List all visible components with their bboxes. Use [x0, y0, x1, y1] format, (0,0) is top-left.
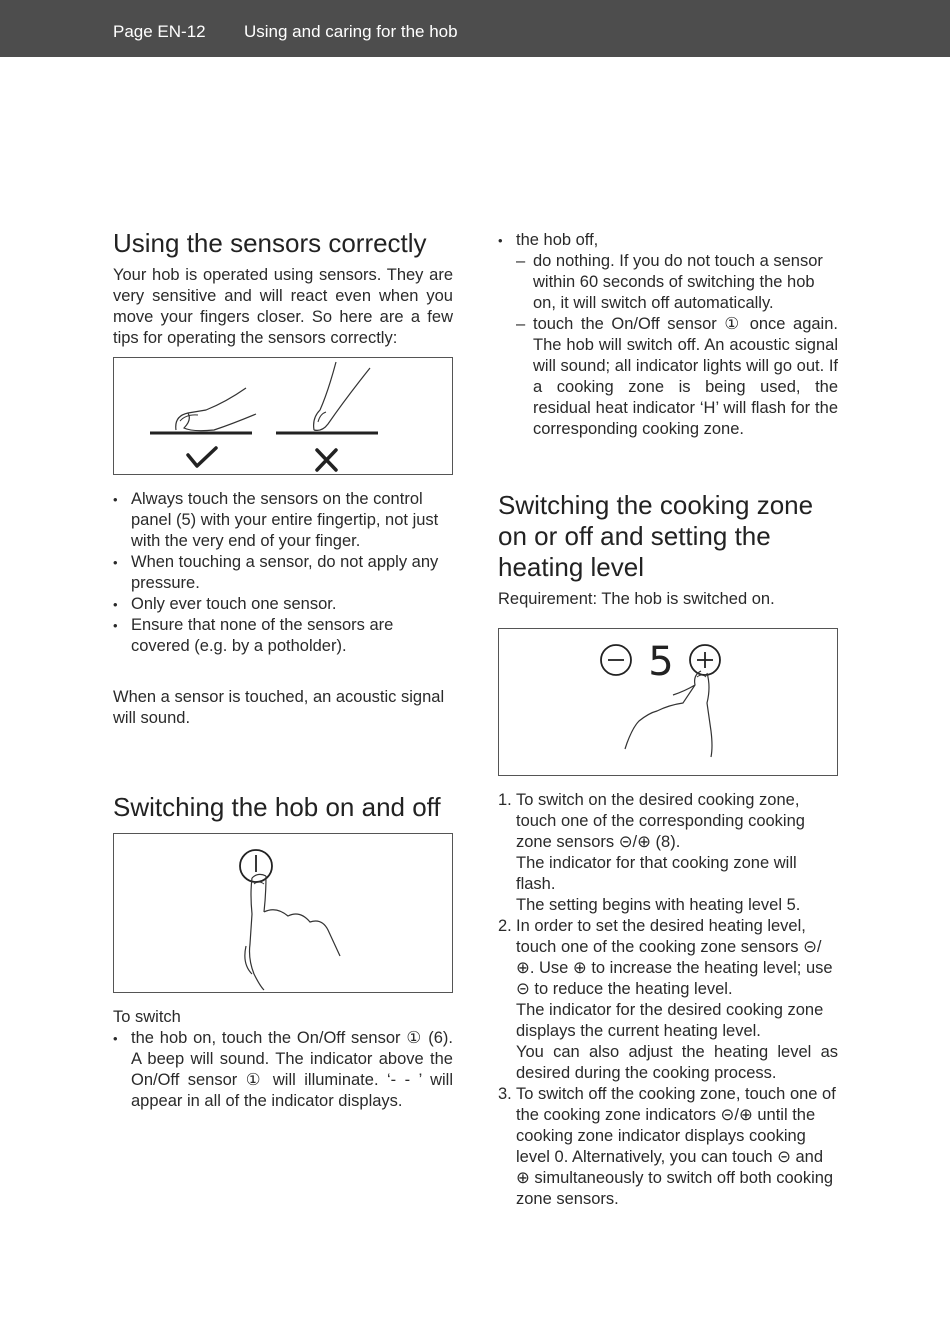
sensors-intro: Your hob is operated using sensors. They are very sensitive and will react even when you move your fingers closer. So here are a few tips for operating the sensors correctly: [113, 266, 453, 347]
header-title: Using and caring for the hob [244, 22, 458, 41]
heating-level-display: 5 [648, 639, 674, 685]
minus-icon [601, 645, 631, 675]
list-item: • Ensure that none of the sensors are covered (e.g. by a potholder). [113, 615, 453, 657]
step-text: To switch off the cooking zone, touch one of the cooking zone indicators ⊝/⊕ until the cooking zone indicator displays cooking level 0. Alternatively, you can touch ⊝ and ⊕ simultaneously to switch off both cooking zone sensors. [516, 1085, 836, 1208]
to-switch-label: To switch [113, 1008, 181, 1026]
plus-icon [690, 645, 720, 675]
step-extra: You can also adjust the heating level as desired during the cooking process. [516, 1043, 838, 1082]
checkmark-icon [188, 448, 216, 466]
step-number: 1. [498, 791, 512, 809]
sensors-heading: Using the sensors correctly [113, 228, 427, 258]
page-header [0, 0, 950, 57]
step-extra: The indicator for that cooking zone will flash. [516, 854, 797, 893]
switch-on-list [113, 1028, 453, 1112]
list-item: • the hob on, touch the On/Off sensor ① (6). A beep will sound. The indicator above the On/Off sensor ① will illuminate. ‘- - ’ will appear in all of the indicator displays. [113, 1028, 453, 1112]
switch-off-list [498, 230, 838, 251]
zone-heading: Switching the cooking zone on or off and setting the heating level [498, 490, 814, 582]
step-text: In order to set the desired heating level, touch one of the cooking zone sensors ⊝/⊕. Use ⊕ to increase the heating level; use ⊝ to reduce the heating level. [516, 917, 833, 998]
page-number: Page EN-12 [113, 22, 206, 41]
step-text: To switch on the desired cooking zone, touch one of the corresponding cooking zone sensors ⊝/⊕ (8). [516, 791, 805, 851]
cross-icon [317, 450, 336, 470]
signal-note: When a sensor is touched, an acoustic signal will sound. [113, 688, 445, 727]
left-column [113, 228, 453, 1112]
power-icon [240, 850, 272, 882]
list-item: – touch the On/Off sensor ① once again. The hob will switch off. An acoustic signal will sound; all indicator lights will go out. If a cooking zone is being used, the residual heat indicator ‘H’ will flash for the corresponding cooking zone. [498, 314, 838, 440]
zone-figure [498, 628, 838, 776]
onoff-illustration [114, 834, 454, 994]
onoff-heading: Switching the hob on and off [113, 792, 441, 822]
zone-requirement: Requirement: The hob is switched on. [498, 590, 775, 608]
onoff-figure [113, 833, 453, 993]
step-item [498, 1084, 838, 1210]
zone-steps-list [498, 790, 838, 1210]
list-item: – do nothing. If you do not touch a sensor within 60 seconds of switching the hob on, it will switch off automatically. [498, 251, 838, 314]
list-item: • Always touch the sensors on the control panel (5) with your entire fingertip, not just with the very end of your finger. [113, 489, 453, 552]
step-item [498, 916, 838, 1084]
sensor-tips-list [113, 489, 453, 657]
step-extra: The indicator for the desired cooking zone displays the current heating level. [516, 1001, 824, 1040]
list-item: • Only ever touch one sensor. [113, 594, 453, 615]
switch-off-sublist [498, 251, 838, 440]
step-item [498, 790, 838, 916]
right-column [498, 230, 838, 1210]
step-extra: The setting begins with heating level 5. [516, 896, 801, 914]
finger-touch-illustration [114, 358, 454, 476]
zone-control-illustration [499, 629, 839, 777]
sensor-touch-figure [113, 357, 453, 475]
list-item: • When touching a sensor, do not apply any pressure. [113, 552, 453, 594]
step-number: 2. [498, 917, 512, 935]
step-number: 3. [498, 1085, 512, 1103]
list-item: • the hob off, [498, 230, 838, 251]
